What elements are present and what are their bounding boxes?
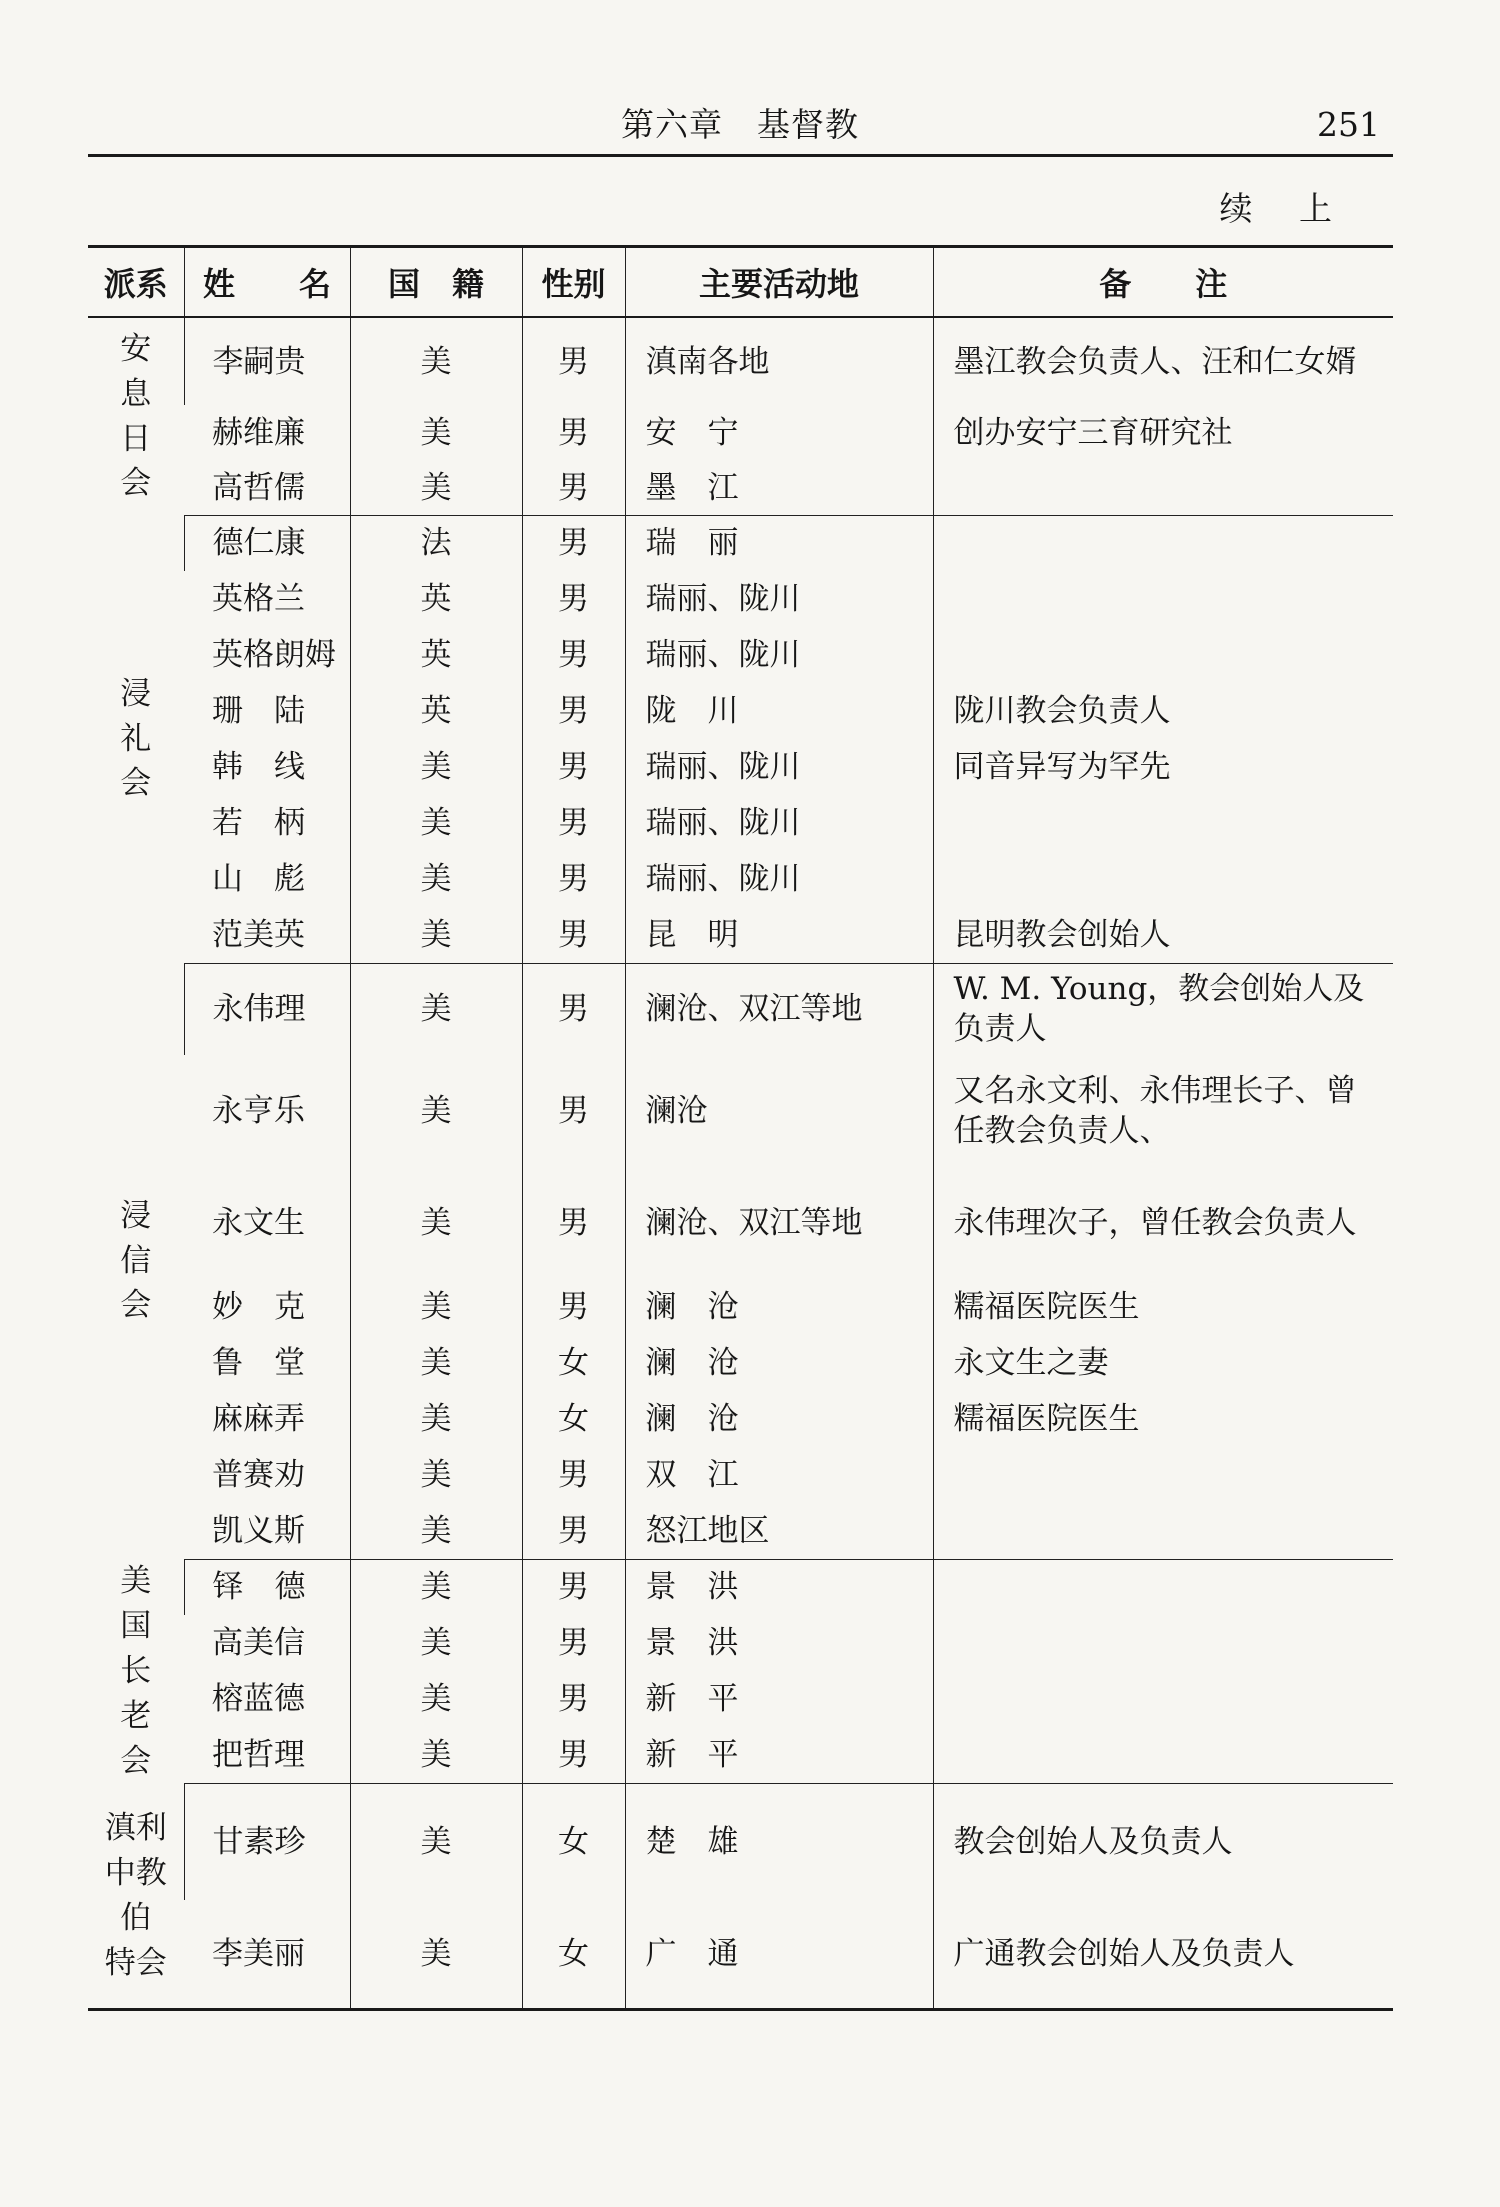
- missionary-table: [88, 245, 1393, 2011]
- table-row: [88, 461, 1393, 515]
- location-cell: 瑞丽、陇川: [625, 571, 933, 627]
- column-header-notes: 备 注: [933, 247, 1393, 318]
- name-cell: 高美信: [212, 1625, 305, 1662]
- table-row: [88, 683, 1393, 739]
- table-row: [88, 1728, 1393, 1784]
- column-header-sex: 性别: [522, 247, 625, 318]
- sex-cell: 男: [522, 1559, 625, 1615]
- name-cell: 麻麻弄: [212, 1401, 305, 1437]
- name-cell: 把哲理: [184, 1728, 350, 1784]
- nationality-cell: 美: [350, 1447, 522, 1503]
- location-cell: 安 宁: [625, 405, 933, 461]
- name-cell: 范美英: [184, 907, 350, 963]
- nationality-cell: 美: [350, 1615, 522, 1671]
- notes-cell: [933, 515, 1393, 571]
- chapter-title: 第六章 基督教: [621, 105, 859, 144]
- name-cell: 赫维廉: [212, 415, 305, 451]
- notes-cell: 昆明教会创始人: [933, 907, 1393, 963]
- location-cell: 澜 沧: [625, 1279, 933, 1335]
- location-cell: 澜沧、双江等地: [625, 1167, 933, 1279]
- notes-cell: [933, 1447, 1393, 1503]
- column-header-nationality: 国 籍: [350, 247, 522, 318]
- nationality-cell: 美: [350, 963, 522, 1055]
- sex-cell: 女: [522, 1900, 625, 2010]
- table-row: [88, 1279, 1393, 1335]
- name-cell: 妙 克: [212, 1289, 305, 1325]
- notes-cell: 墨江教会负责人、汪和仁女婿: [933, 317, 1393, 405]
- nationality-cell: 英: [350, 627, 522, 683]
- sex-cell: 男: [522, 1728, 625, 1784]
- sex-cell: 男: [522, 907, 625, 963]
- table-row: [88, 571, 1393, 627]
- name-cell: 李美丽: [184, 1900, 350, 2010]
- notes-cell: 糯福医院医生: [933, 1391, 1393, 1447]
- sex-cell: 男: [522, 1615, 625, 1671]
- table-row: [88, 1615, 1393, 1671]
- location-cell: 景 洪: [625, 1559, 933, 1615]
- nationality-cell: 英: [350, 683, 522, 739]
- table-row: [88, 907, 1393, 963]
- faction-cell: 安 息 日 会: [120, 330, 152, 502]
- location-cell: 澜沧: [625, 1055, 933, 1167]
- faction-cell: 浸 信 会: [120, 1197, 152, 1324]
- sex-cell: 男: [522, 317, 625, 405]
- location-cell: 瑞丽、陇川: [625, 739, 933, 795]
- sex-cell: 男: [522, 515, 625, 571]
- location-cell: 瑞 丽: [625, 515, 933, 571]
- table-body: [88, 317, 1393, 2010]
- nationality-cell: 美: [350, 851, 522, 907]
- table-row: [88, 1671, 1393, 1727]
- table-header-row: [88, 247, 1393, 318]
- table-row: [88, 1391, 1393, 1447]
- location-cell: 澜沧、双江等地: [625, 963, 933, 1055]
- notes-cell: 同音异写为罕先: [933, 739, 1393, 795]
- sex-cell: 女: [522, 1784, 625, 1900]
- table-row: [88, 1784, 1393, 1900]
- nationality-cell: 美: [350, 1391, 522, 1447]
- nationality-cell: 美: [350, 1503, 522, 1559]
- table-row: [88, 1167, 1393, 1279]
- faction-cell: 滇利 中教 伯 特会: [104, 1810, 167, 1981]
- name-cell: 永亨乐: [212, 1093, 305, 1129]
- name-cell: 甘素珍: [184, 1784, 350, 1900]
- table-row: [88, 795, 1393, 851]
- notes-cell: 永伟理次子，曾任教会负责人: [933, 1167, 1393, 1279]
- sex-cell: 男: [522, 627, 625, 683]
- location-cell: 广 通: [625, 1900, 933, 2010]
- sex-cell: 男: [522, 739, 625, 795]
- name-cell: 德仁康: [184, 515, 350, 571]
- notes-cell: [933, 1559, 1393, 1615]
- sex-cell: 男: [522, 1055, 625, 1167]
- name-cell: 永文生: [212, 1205, 305, 1241]
- nationality-cell: 美: [350, 1167, 522, 1279]
- location-cell: 景 洪: [625, 1615, 933, 1671]
- sex-cell: 男: [522, 1167, 625, 1279]
- faction-cell: 美 国 长 老 会: [120, 1563, 152, 1779]
- notes-cell: 教会创始人及负责人: [933, 1784, 1393, 1900]
- table-row: [88, 1055, 1393, 1167]
- notes-cell: [933, 1671, 1393, 1727]
- nationality-cell: 美: [350, 1279, 522, 1335]
- nationality-cell: 美: [350, 405, 522, 461]
- location-cell: 瑞丽、陇川: [625, 795, 933, 851]
- table-row: [88, 317, 1393, 405]
- nationality-cell: 美: [350, 739, 522, 795]
- name-cell: 高哲儒: [184, 461, 350, 515]
- table-row: [88, 1559, 1393, 1615]
- notes-cell: [933, 627, 1393, 683]
- column-header-faction: 派系: [88, 247, 184, 318]
- name-cell: 珊 陆: [212, 693, 305, 729]
- nationality-cell: 美: [350, 1055, 522, 1167]
- table-row: [88, 405, 1393, 461]
- nationality-cell: 美: [350, 795, 522, 851]
- sex-cell: 女: [522, 1335, 625, 1391]
- name-cell: 韩 线: [212, 749, 305, 785]
- location-cell: 澜 沧: [625, 1391, 933, 1447]
- table-row: [88, 1335, 1393, 1391]
- nationality-cell: 英: [350, 571, 522, 627]
- nationality-cell: 美: [350, 1559, 522, 1615]
- name-cell: 凯义斯: [184, 1503, 350, 1559]
- notes-cell: [933, 1728, 1393, 1784]
- location-cell: 新 平: [625, 1728, 933, 1784]
- table-row: [88, 1900, 1393, 2010]
- notes-cell: [933, 1503, 1393, 1559]
- name-cell: 英格兰: [212, 581, 305, 617]
- table-row: [88, 1447, 1393, 1503]
- location-cell: 双 江: [625, 1447, 933, 1503]
- table-row: [88, 627, 1393, 683]
- sex-cell: 男: [522, 405, 625, 461]
- name-cell: 英格朗姆: [212, 637, 336, 673]
- notes-cell: [933, 1615, 1393, 1671]
- location-cell: 墨 江: [625, 461, 933, 515]
- notes-cell: [933, 795, 1393, 851]
- name-cell: 若 柄: [212, 805, 305, 841]
- table-row: [88, 1503, 1393, 1559]
- location-cell: 楚 雄: [625, 1784, 933, 1900]
- sex-cell: 男: [522, 571, 625, 627]
- name-cell: 山 彪: [212, 861, 305, 897]
- name-cell: 铎 德: [184, 1559, 350, 1615]
- location-cell: 瑞丽、陇川: [625, 851, 933, 907]
- nationality-cell: 美: [350, 1335, 522, 1391]
- notes-cell: 永文生之妻: [933, 1335, 1393, 1391]
- name-cell: 普赛劝: [212, 1457, 305, 1493]
- notes-cell: 创办安宁三育研究社: [933, 405, 1393, 461]
- table-row: [88, 851, 1393, 907]
- notes-cell: 又名永文利、永伟理长子、曾任教会负责人、: [933, 1055, 1393, 1167]
- sex-cell: 男: [522, 795, 625, 851]
- notes-cell: 糯福医院医生: [933, 1279, 1393, 1335]
- nationality-cell: 美: [350, 1671, 522, 1727]
- column-header-location: 主要活动地: [625, 247, 933, 318]
- sex-cell: 男: [522, 1503, 625, 1559]
- faction-cell: 浸 礼 会: [120, 675, 152, 802]
- sex-cell: 男: [522, 683, 625, 739]
- notes-cell: [933, 851, 1393, 907]
- page-number: 251: [1317, 105, 1380, 144]
- header-rule: [88, 154, 1393, 157]
- table-row: [88, 963, 1393, 1055]
- nationality-cell: 美: [350, 1728, 522, 1784]
- notes-cell: W. M. Young，教会创始人及负责人: [933, 963, 1393, 1055]
- sex-cell: 女: [522, 1391, 625, 1447]
- continued-label: 续 上: [1219, 189, 1350, 228]
- name-cell: 榕蓝德: [212, 1681, 305, 1718]
- sex-cell: 男: [522, 851, 625, 907]
- notes-cell: [933, 461, 1393, 515]
- nationality-cell: 美: [350, 907, 522, 963]
- table-row: [88, 739, 1393, 795]
- nationality-cell: 法: [350, 515, 522, 571]
- location-cell: 怒江地区: [625, 1503, 933, 1559]
- sex-cell: 男: [522, 1279, 625, 1335]
- location-cell: 昆 明: [625, 907, 933, 963]
- nationality-cell: 美: [350, 461, 522, 515]
- name-cell: 永伟理: [184, 963, 350, 1055]
- sex-cell: 男: [522, 1447, 625, 1503]
- nationality-cell: 美: [350, 1784, 522, 1900]
- table-row: [88, 515, 1393, 571]
- location-cell: 滇南各地: [625, 317, 933, 405]
- notes-cell: [933, 571, 1393, 627]
- column-header-name: 姓 名: [184, 247, 350, 318]
- location-cell: 澜 沧: [625, 1335, 933, 1391]
- name-cell: 李嗣贵: [184, 317, 350, 405]
- location-cell: 新 平: [625, 1671, 933, 1727]
- nationality-cell: 美: [350, 1900, 522, 2010]
- location-cell: 瑞丽、陇川: [625, 627, 933, 683]
- location-cell: 陇 川: [625, 683, 933, 739]
- notes-cell: 广通教会创始人及负责人: [933, 1900, 1393, 2010]
- nationality-cell: 美: [350, 317, 522, 405]
- sex-cell: 男: [522, 461, 625, 515]
- sex-cell: 男: [522, 963, 625, 1055]
- sex-cell: 男: [522, 1671, 625, 1727]
- notes-cell: 陇川教会负责人: [933, 683, 1393, 739]
- name-cell: 鲁 堂: [212, 1345, 305, 1381]
